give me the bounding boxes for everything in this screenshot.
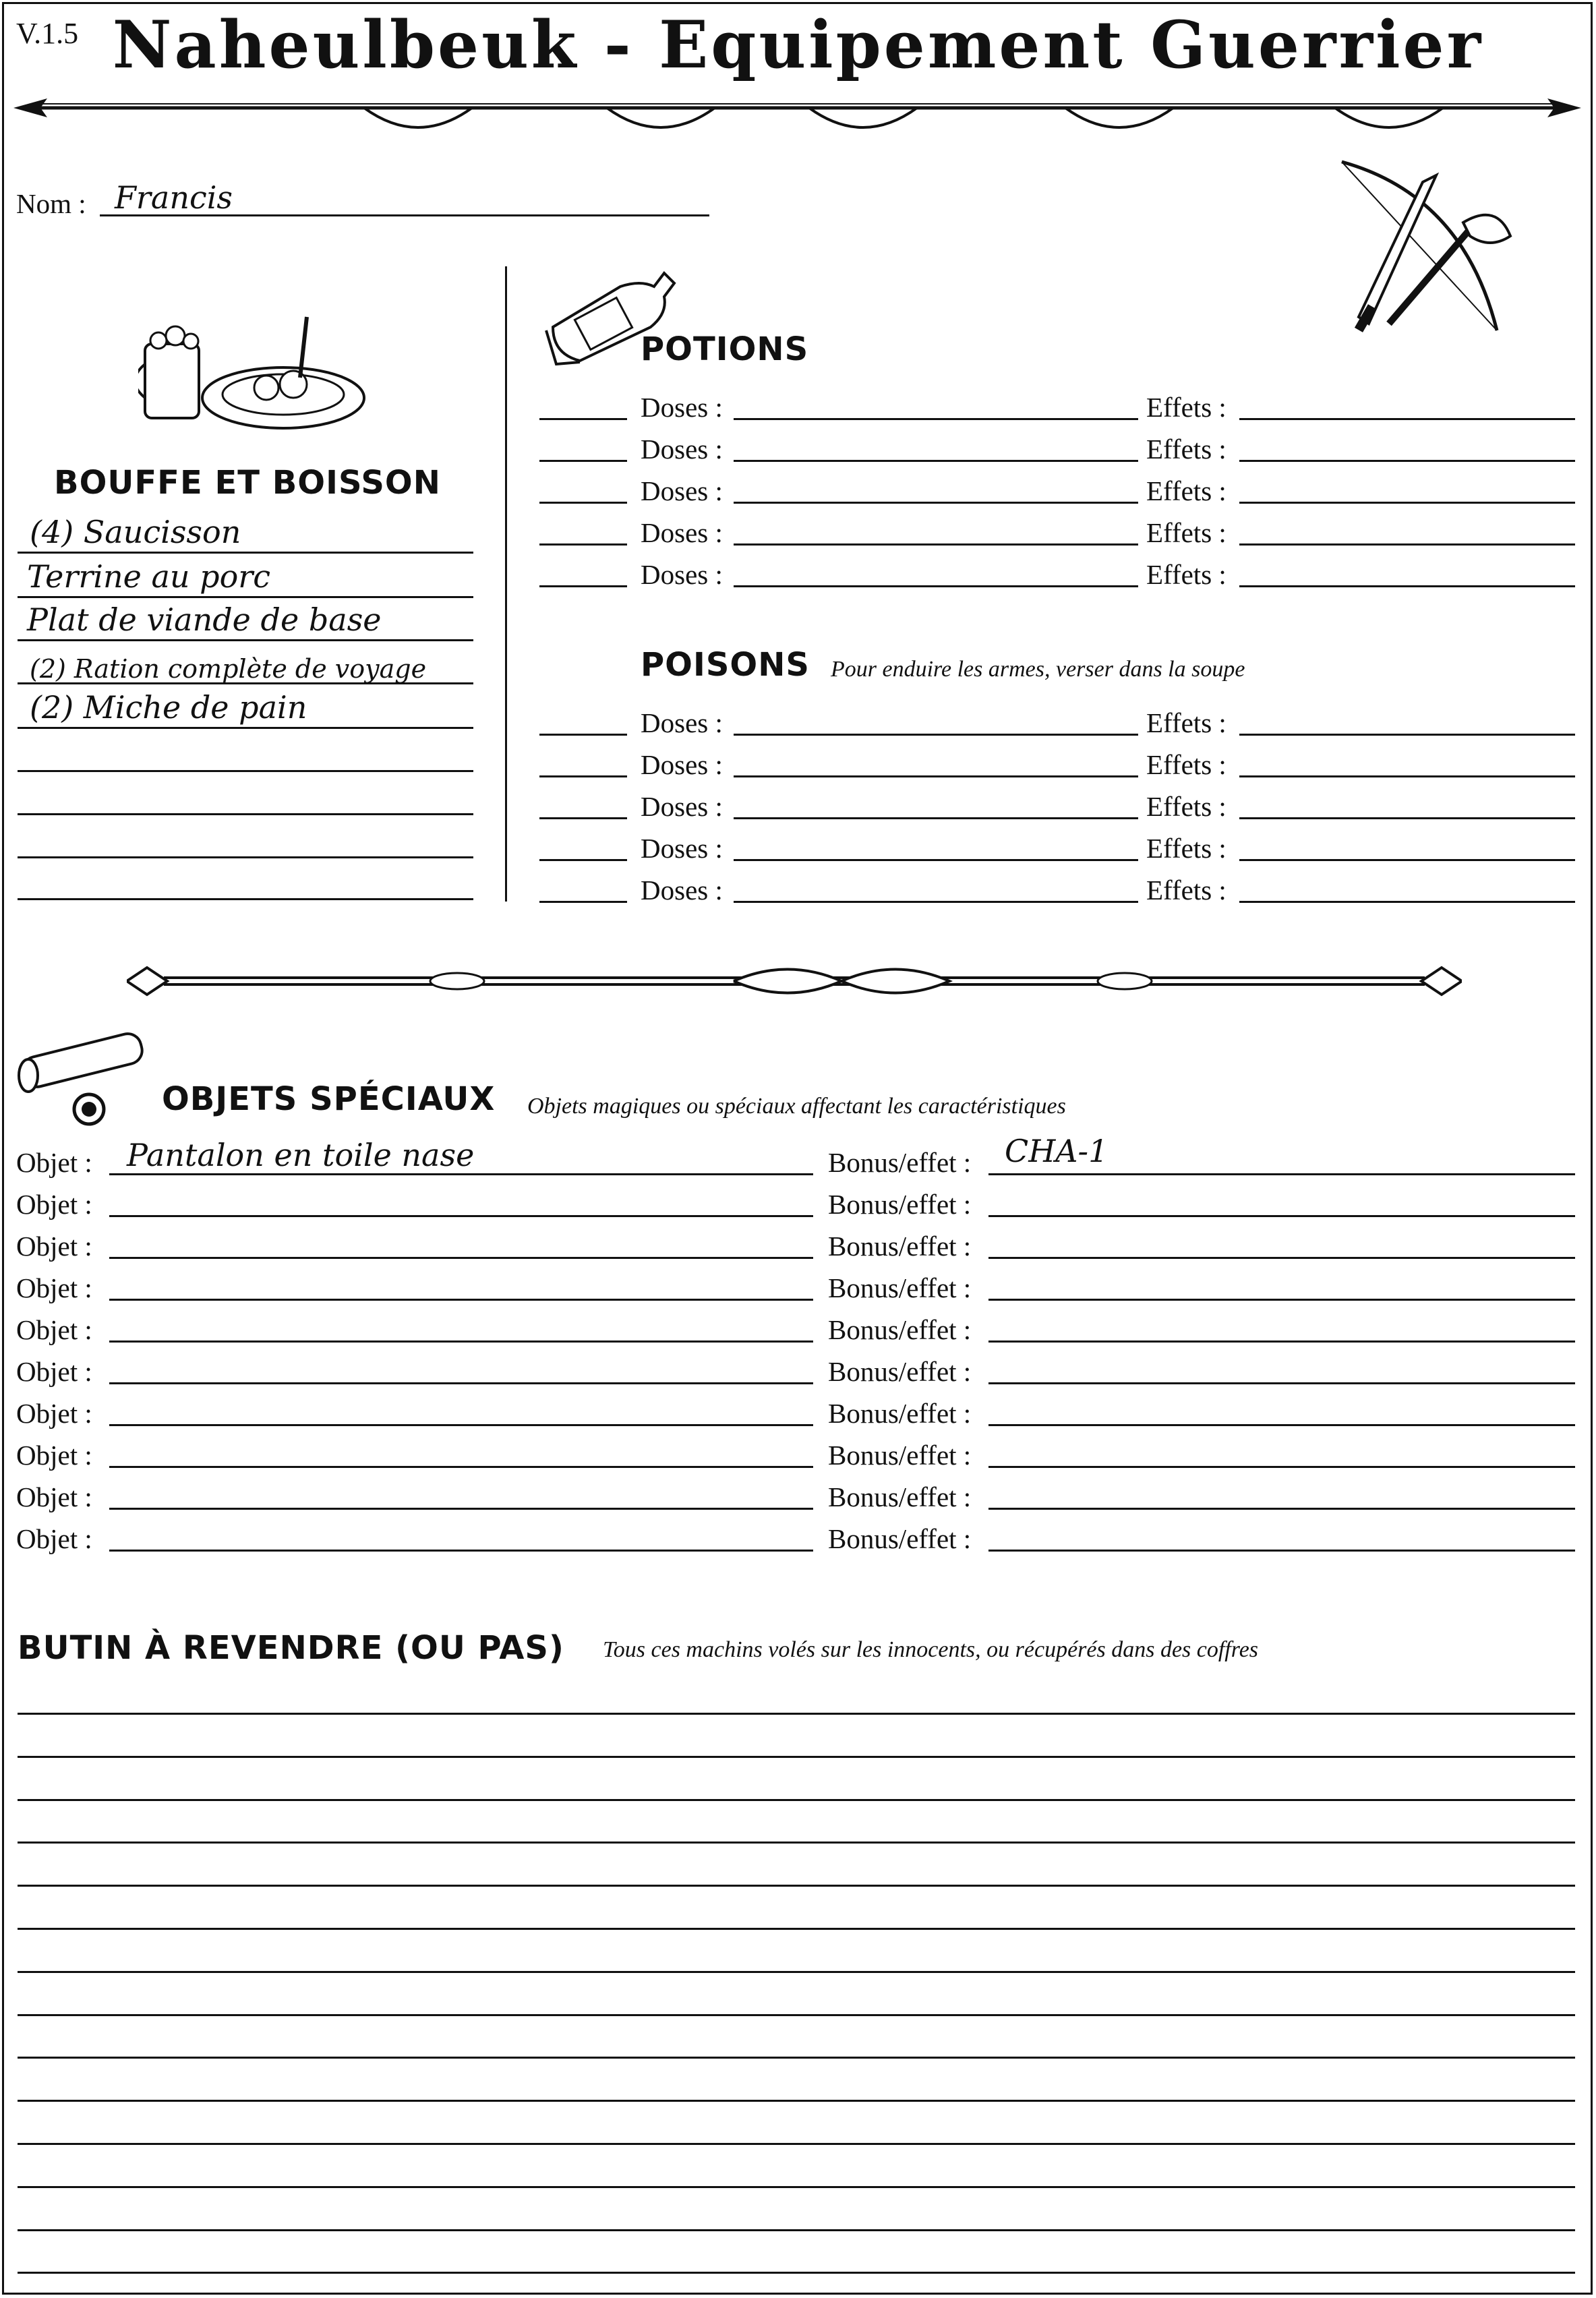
objet-label: Objet : [16, 1481, 92, 1512]
objet-field-line [109, 1299, 813, 1301]
effets-label: Effets : [1146, 475, 1226, 506]
food-item[interactable]: Terrine au porc [27, 558, 271, 595]
objet-field-line [109, 1508, 813, 1510]
bonus-label: Bonus/effet : [828, 1398, 972, 1429]
effets-field[interactable] [1239, 418, 1575, 420]
loot-line[interactable] [18, 1885, 1575, 1887]
food-item[interactable]: (4) Saucisson [30, 514, 241, 550]
bonus-label: Bonus/effet : [828, 1356, 972, 1387]
effets-label: Effets : [1146, 517, 1226, 548]
doses-field[interactable] [734, 502, 1138, 504]
food-item[interactable]: (2) Ration complète de voyage [30, 654, 427, 684]
doses-label: Doses : [641, 475, 723, 506]
objet-label: Objet : [16, 1147, 92, 1178]
bonus-label: Bonus/effet : [828, 1481, 972, 1512]
objet-label: Objet : [16, 1523, 92, 1554]
food-line [18, 727, 473, 729]
doses-field[interactable] [734, 734, 1138, 736]
objet-label: Objet : [16, 1272, 92, 1303]
objet-field-line [109, 1424, 813, 1426]
bonus-field-line [988, 1550, 1575, 1552]
bonus-field-line [988, 1173, 1575, 1175]
bonus-label: Bonus/effet : [828, 1523, 972, 1554]
objet-label: Objet : [16, 1189, 92, 1220]
food-line [18, 856, 473, 858]
doses-field[interactable] [734, 418, 1138, 420]
special-objects-section-title: OBJETS SPÉCIAUX [162, 1080, 496, 1118]
effets-label: Effets : [1146, 749, 1226, 780]
effets-label: Effets : [1146, 392, 1226, 423]
bonus-label: Bonus/effet : [828, 1189, 972, 1220]
quantity-line[interactable] [539, 460, 627, 462]
objet-label: Objet : [16, 1356, 92, 1387]
doses-field[interactable] [734, 817, 1138, 819]
loot-line[interactable] [18, 2100, 1575, 2102]
doses-field[interactable] [734, 460, 1138, 462]
effets-label: Effets : [1146, 559, 1226, 590]
quantity-line[interactable] [539, 901, 627, 903]
crossed-sword-axe-bow-icon [1328, 155, 1531, 344]
staff-divider-icon [127, 958, 1462, 1005]
poisons-subtitle: Pour enduire les armes, verser dans la soupe [831, 657, 1245, 682]
version-label: V.1.5 [16, 17, 79, 50]
food-line [18, 596, 473, 598]
food-line [18, 813, 473, 815]
effets-label: Effets : [1146, 434, 1226, 465]
food-item[interactable]: (2) Miche de pain [30, 689, 307, 726]
loot-line[interactable] [18, 2014, 1575, 2016]
effets-field[interactable] [1239, 734, 1575, 736]
effets-label: Effets : [1146, 707, 1226, 738]
doses-label: Doses : [641, 707, 723, 738]
loot-line[interactable] [18, 1842, 1575, 1844]
doses-label: Doses : [641, 392, 723, 423]
quantity-line[interactable] [539, 817, 627, 819]
doses-field[interactable] [734, 859, 1138, 861]
loot-line[interactable] [18, 2143, 1575, 2145]
name-field[interactable]: Francis [115, 179, 233, 216]
effets-label: Effets : [1146, 833, 1226, 864]
potions-section-title: POTIONS [641, 330, 809, 368]
effets-field[interactable] [1239, 859, 1575, 861]
objet-field[interactable]: Pantalon en toile nase [127, 1137, 475, 1173]
effets-field[interactable] [1239, 543, 1575, 546]
effets-field[interactable] [1239, 775, 1575, 777]
loot-line[interactable] [18, 2272, 1575, 2274]
objet-field-line [109, 1550, 813, 1552]
food-line [18, 552, 473, 554]
objet-label: Objet : [16, 1231, 92, 1262]
food-line [18, 639, 473, 641]
food-item[interactable]: Plat de viande de base [27, 601, 382, 638]
bonus-label: Bonus/effet : [828, 1440, 972, 1471]
quantity-line[interactable] [539, 775, 627, 777]
poisons-section-title: POISONS [641, 646, 810, 684]
loot-line[interactable] [18, 1928, 1575, 1930]
bonus-label: Bonus/effet : [828, 1314, 972, 1345]
effets-label: Effets : [1146, 875, 1226, 906]
quantity-line[interactable] [539, 585, 627, 587]
quantity-line[interactable] [539, 734, 627, 736]
food-section-title: BOUFFE ET BOISSON [54, 464, 441, 502]
loot-line[interactable] [18, 1756, 1575, 1758]
doses-label: Doses : [641, 875, 723, 906]
bonus-field-line [988, 1382, 1575, 1384]
effets-field[interactable] [1239, 817, 1575, 819]
bonus-field-line [988, 1424, 1575, 1426]
doses-label: Doses : [641, 517, 723, 548]
loot-subtitle: Tous ces machins volés sur les innocents, ou récupérés dans des coffres [603, 1637, 1259, 1662]
bonus-label: Bonus/effet : [828, 1147, 972, 1178]
objet-label: Objet : [16, 1398, 92, 1429]
food-plate-mug-icon [138, 303, 374, 438]
doses-label: Doses : [641, 559, 723, 590]
quantity-line[interactable] [539, 418, 627, 420]
doses-label: Doses : [641, 749, 723, 780]
bonus-field-line [988, 1299, 1575, 1301]
objet-label: Objet : [16, 1314, 92, 1345]
quantity-line[interactable] [539, 543, 627, 546]
objet-label: Objet : [16, 1440, 92, 1471]
name-label: Nom : [16, 188, 86, 219]
bonus-field-line [988, 1257, 1575, 1259]
objet-field-line [109, 1215, 813, 1217]
objet-field-line [109, 1382, 813, 1384]
doses-field[interactable] [734, 543, 1138, 546]
loot-line[interactable] [18, 1971, 1575, 1973]
loot-line[interactable] [18, 1799, 1575, 1801]
page-title: Naheulbeuk - Equipement Guerrier [112, 7, 1484, 83]
bonus-field-line [988, 1466, 1575, 1468]
doses-label: Doses : [641, 434, 723, 465]
doses-label: Doses : [641, 833, 723, 864]
doses-field[interactable] [734, 901, 1138, 903]
quantity-line[interactable] [539, 502, 627, 504]
bonus-field-line [988, 1508, 1575, 1510]
arrow-divider-icon [13, 86, 1581, 147]
column-divider [505, 266, 507, 902]
objet-field-line [109, 1173, 813, 1175]
effets-field[interactable] [1239, 585, 1575, 587]
bonus-field-line [988, 1340, 1575, 1343]
objet-field-line [109, 1340, 813, 1343]
bonus-field-line [988, 1215, 1575, 1217]
loot-line[interactable] [18, 2186, 1575, 2188]
effets-label: Effets : [1146, 791, 1226, 822]
objet-field-line [109, 1466, 813, 1468]
bonus-label: Bonus/effet : [828, 1272, 972, 1303]
loot-line[interactable] [18, 2057, 1575, 2059]
objet-field-line [109, 1257, 813, 1259]
effets-field[interactable] [1239, 901, 1575, 903]
scroll-ring-icon [15, 1025, 156, 1133]
loot-line[interactable] [18, 2229, 1575, 2231]
bonus-label: Bonus/effet : [828, 1231, 972, 1262]
loot-line[interactable] [18, 1713, 1575, 1715]
doses-field[interactable] [734, 775, 1138, 777]
special-objects-subtitle: Objets magiques ou spéciaux affectant les caractéristiques [527, 1094, 1066, 1119]
food-line [18, 898, 473, 900]
quantity-line[interactable] [539, 859, 627, 861]
effets-field[interactable] [1239, 502, 1575, 504]
food-line [18, 770, 473, 772]
effets-field[interactable] [1239, 460, 1575, 462]
doses-label: Doses : [641, 791, 723, 822]
doses-field[interactable] [734, 585, 1138, 587]
loot-section-title: BUTIN À REVENDRE (OU PAS) [18, 1629, 564, 1667]
bonus-field[interactable]: CHA-1 [1005, 1133, 1109, 1169]
